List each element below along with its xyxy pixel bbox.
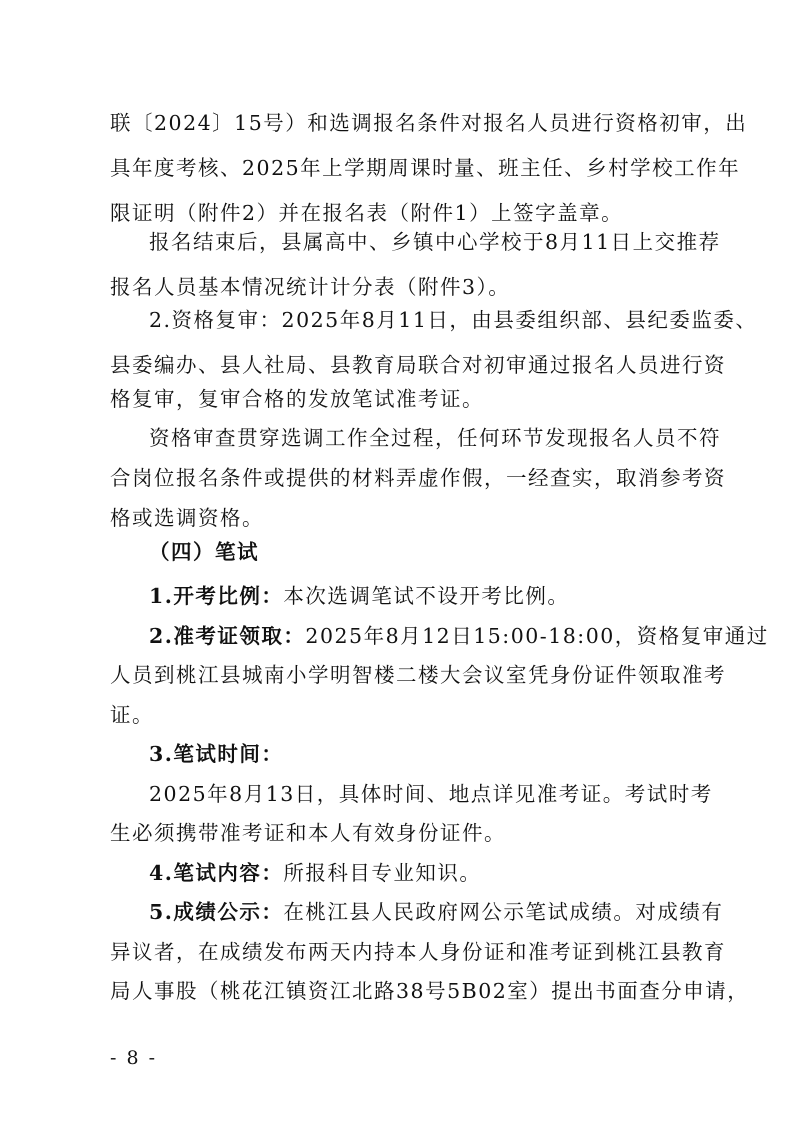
item-label: 5.成绩公示： (149, 900, 284, 924)
item-text: 在桃江县人民政府网公示笔试成绩。对成绩有 (283, 900, 724, 924)
item-label: 4.笔试内容： (149, 861, 284, 885)
text-line (149, 584, 569, 608)
item-text: 本次选调笔试不设开考比例。 (283, 584, 570, 608)
text-line: 报名结束后，县属高中、乡镇中心学校于8月11日上交推荐 (149, 230, 721, 254)
text-line: 生必须携带准考证和本人有效身份证件。 (110, 821, 506, 845)
text-line (149, 624, 769, 648)
text-line: 格或选调资格。 (110, 506, 264, 530)
text-line: 资格审查贯穿选调工作全过程，任何环节发现报名人员不符 (149, 426, 721, 450)
text-line: 联〔2024〕15号）和选调报名条件对报名人员进行资格初审，出 (110, 111, 748, 135)
text-line: 县委编办、县人社局、县教育局联合对初审通过报名人员进行资 (110, 353, 726, 377)
text-line: 具年度考核、2025年上学期周课时量、班主任、乡村学校工作年 (110, 156, 741, 180)
text-line: 合岗位报名条件或提供的材料弄虚作假，一经查实，取消参考资 (110, 466, 726, 490)
text-line (149, 861, 481, 885)
item-text: 2025年8月12日15:00-18:00，资格复审通过 (305, 624, 769, 648)
text-line: 限证明（附件2）并在报名表（附件1）上签字盖章。 (110, 201, 624, 225)
item-label: 2.准考证领取： (149, 624, 306, 648)
text-line: 2.资格复审：2025年8月11日，由县委组织部、县纪委监委、 (149, 308, 758, 332)
text-line: 报名人员基本情况统计计分表（附件3）。 (110, 275, 511, 299)
item-label: 3.笔试时间： (149, 742, 284, 766)
item-label: 1.开考比例： (149, 584, 284, 608)
section-heading: （四）笔试 (149, 540, 259, 564)
text-line: 局人事股（桃花江镇资江北路38号5B02室）提出书面查分申请， (110, 979, 750, 1003)
text-line (149, 900, 723, 924)
text-line: 证。 (110, 703, 154, 727)
text-line: 人员到桃江县城南小学明智楼二楼大会议室凭身份证件领取准考 (110, 663, 726, 687)
page-number: - 8 - (110, 1047, 158, 1069)
text-line: 异议者，在成绩发布两天内持本人身份证和准考证到桃江县教育 (110, 940, 726, 964)
text-line (149, 742, 283, 766)
text-line: 2025年8月13日，具体时间、地点详见准考证。考试时考 (149, 782, 713, 806)
text-line: 格复审，复审合格的发放笔试准考证。 (110, 387, 484, 411)
item-text: 所报科目专业知识。 (283, 861, 482, 885)
